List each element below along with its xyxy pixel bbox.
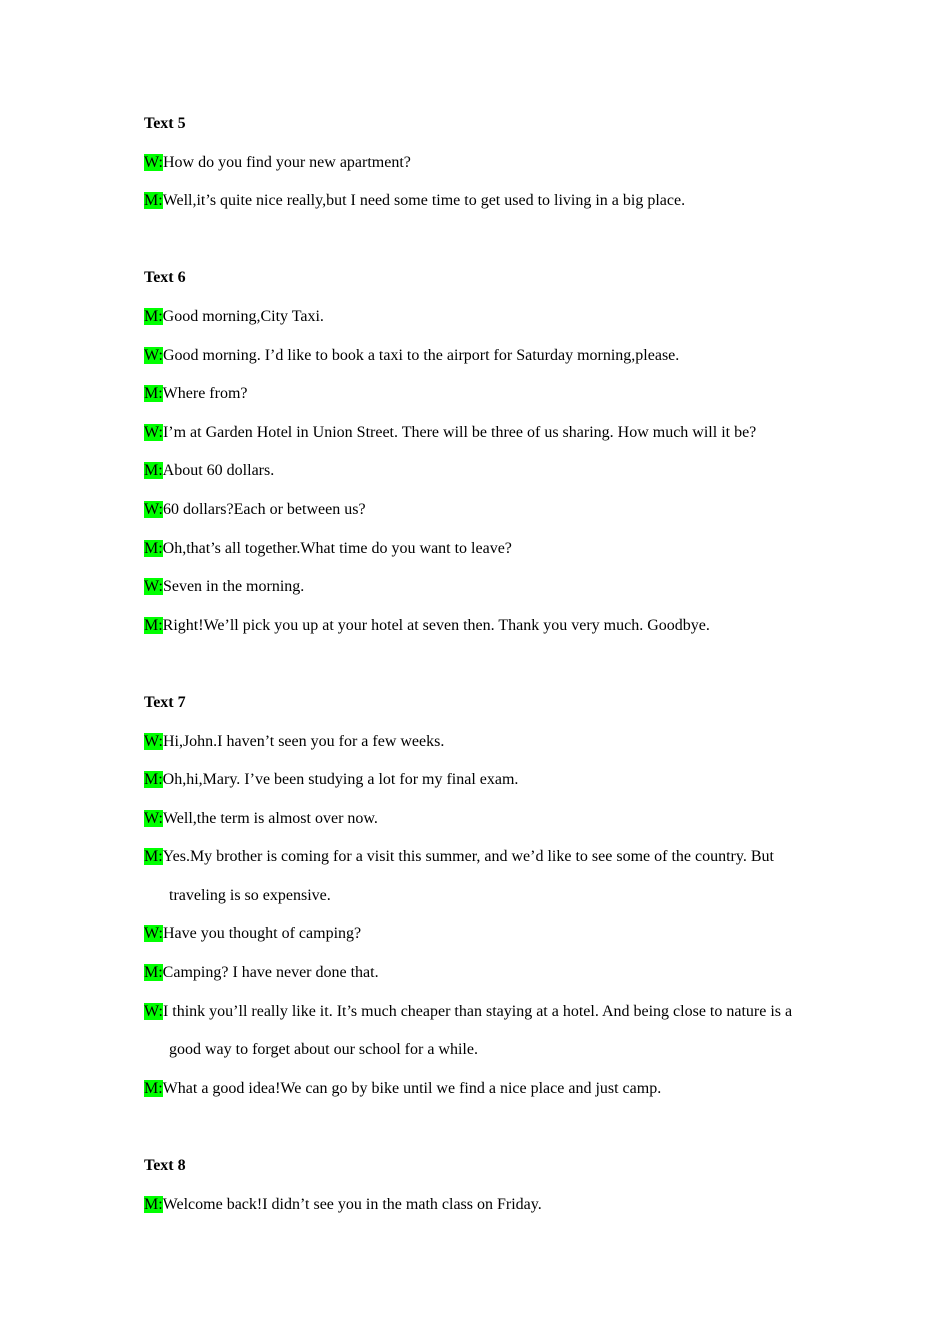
section-text-8 (144, 1147, 824, 1224)
line-text: Good morning. I’d like to book a taxi to the airport for Saturday morning,please. (162, 346, 680, 364)
speaker-label: W: (144, 1002, 163, 1020)
speaker-label: M: (144, 848, 163, 866)
dialogue-line (144, 800, 824, 839)
section-text-7 (144, 684, 824, 1109)
dialogue-line (144, 182, 824, 221)
line-text: Camping? I have never done that. (162, 964, 379, 982)
dialogue-line (144, 954, 824, 993)
line-text: About 60 dollars. (162, 462, 275, 480)
dialogue-line (144, 530, 824, 569)
dialogue-line (144, 452, 824, 491)
line-text: Oh,that’s all together.What time do you want to leave? (162, 539, 512, 557)
speaker-label: M: (144, 539, 163, 557)
section-title: Text 7 (144, 693, 186, 711)
dialogue-line (144, 144, 824, 183)
line-text: Good morning,City Taxi. (162, 307, 324, 325)
speaker-label: M: (144, 771, 163, 789)
speaker-label: W: (144, 925, 163, 943)
speaker-label: W: (144, 732, 163, 750)
dialogue-line (144, 491, 824, 530)
speaker-label: W: (144, 578, 163, 596)
section-title: Text 8 (144, 1157, 186, 1175)
speaker-label: M: (144, 192, 163, 210)
line-text: 60 dollars?Each or between us? (162, 500, 366, 518)
line-text: Where from? (162, 385, 248, 403)
speaker-label: W: (144, 346, 163, 364)
dialogue-line (144, 1186, 824, 1225)
line-text: Right!We’ll pick you up at your hotel at seven then. Thank you very much. Goodbye. (162, 616, 710, 634)
dialogue-line (144, 337, 824, 376)
section-text-5 (144, 105, 824, 221)
line-text: Well,the term is almost over now. (162, 809, 378, 827)
line-text: Welcome back!I didn’t see you in the math class on Friday. (162, 1195, 542, 1213)
dialogue-line (144, 1070, 824, 1109)
speaker-label: M: (144, 1195, 163, 1213)
section-spacer (144, 1108, 824, 1147)
section-text-6 (144, 259, 824, 645)
line-text: Oh,hi,Mary. I’ve been studying a lot for my final exam. (162, 771, 519, 789)
speaker-label: M: (144, 462, 163, 480)
dialogue-line (144, 761, 824, 800)
dialogue-line (144, 915, 824, 954)
dialogue-line (144, 298, 824, 337)
line-text: Seven in the morning. (162, 578, 305, 596)
line-text: Well,it’s quite nice really,but I need some time to get used to living in a big place. (162, 192, 686, 210)
speaker-label: M: (144, 1079, 163, 1097)
line-text: Have you thought of camping? (162, 925, 362, 943)
line-text: Yes.My brother is coming for a visit this summer, and we’d like to see some of the country. But traveling is so expensive. (162, 848, 774, 904)
document-page (144, 105, 824, 1224)
section-title: Text 6 (144, 269, 186, 287)
dialogue-line (144, 607, 824, 646)
speaker-label: W: (144, 500, 163, 518)
speaker-label: W: (144, 153, 163, 171)
line-text: I’m at Garden Hotel in Union Street. There will be three of us sharing. How much will it be? (162, 423, 757, 441)
speaker-label: M: (144, 307, 163, 325)
line-text: Hi,John.I haven’t seen you for a few weeks. (162, 732, 445, 750)
dialogue-line (144, 568, 824, 607)
dialogue-line (144, 993, 824, 1070)
speaker-label: W: (144, 809, 163, 827)
section-spacer (144, 645, 824, 684)
speaker-label: M: (144, 964, 163, 982)
dialogue-line (144, 723, 824, 762)
section-title: Text 5 (144, 115, 186, 132)
section-spacer (144, 221, 824, 260)
speaker-label: M: (144, 385, 163, 403)
line-text: What a good idea!We can go by bike until we find a nice place and just camp. (162, 1079, 662, 1097)
dialogue-line (144, 375, 824, 414)
dialogue-line (144, 414, 824, 453)
dialogue-line (144, 838, 824, 915)
line-text: How do you find your new apartment? (162, 153, 411, 171)
line-text: I think you’ll really like it. It’s much cheaper than staying at a hotel. And being close to nature is a good way to forget about our school for a while. (162, 1002, 793, 1059)
speaker-label: W: (144, 423, 163, 441)
speaker-label: M: (144, 616, 163, 634)
